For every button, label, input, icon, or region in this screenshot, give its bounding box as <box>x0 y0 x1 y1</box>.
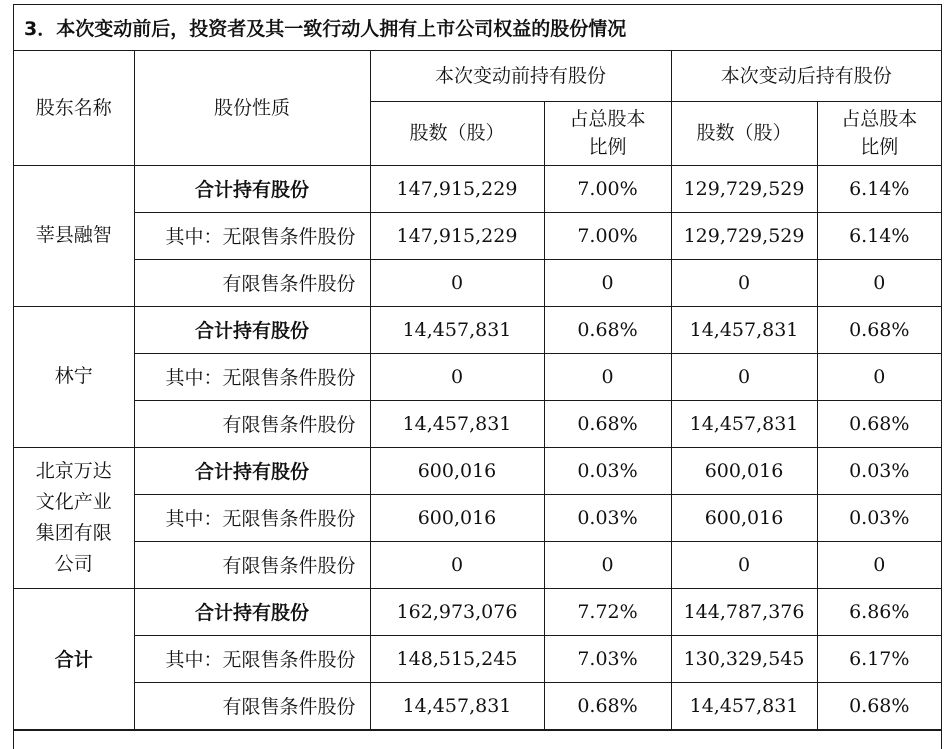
header-before-ratio <box>544 101 671 165</box>
share-nature-cell: 有限售条件股份 <box>134 541 370 588</box>
header-after-ratio-line2: 比例 <box>860 136 899 158</box>
after-ratio-cell: 6.86% <box>817 588 941 635</box>
before-ratio-cell: 7.00% <box>544 212 671 259</box>
before-shares-cell: 0 <box>370 541 544 588</box>
header-before-change: 本次变动前持有股份 <box>370 51 671 101</box>
after-shares-cell: 14,457,831 <box>671 400 817 447</box>
header-holder-name: 股东名称 <box>14 51 134 165</box>
header-after-change: 本次变动后持有股份 <box>671 51 941 101</box>
header-before-ratio-line1: 占总股本 <box>569 108 646 130</box>
after-shares-cell: 0 <box>671 353 817 400</box>
before-ratio-cell: 0.68% <box>544 306 671 353</box>
table-row <box>14 306 941 353</box>
section-title: 3．本次变动前后，投资者及其一致行动人拥有上市公司权益的股份情况 <box>14 5 941 51</box>
share-nature-cell: 有限售条件股份 <box>134 682 370 729</box>
table-row <box>14 494 941 541</box>
before-shares-cell: 147,915,229 <box>370 212 544 259</box>
share-nature-cell: 合计持有股份 <box>134 447 370 494</box>
before-ratio-cell: 7.03% <box>544 635 671 682</box>
header-after-shares: 股数（股） <box>671 101 817 165</box>
share-nature-cell: 合计持有股份 <box>134 588 370 635</box>
after-ratio-cell: 0.03% <box>817 494 941 541</box>
before-shares-cell: 14,457,831 <box>370 682 544 729</box>
before-shares-cell: 600,016 <box>370 494 544 541</box>
share-nature-cell: 合计持有股份 <box>134 306 370 353</box>
after-shares-cell: 129,729,529 <box>671 165 817 212</box>
before-ratio-cell: 0.68% <box>544 682 671 729</box>
after-shares-cell: 14,457,831 <box>671 682 817 729</box>
before-shares-cell: 14,457,831 <box>370 400 544 447</box>
after-ratio-cell: 6.14% <box>817 212 941 259</box>
holder-name-line: 莘县融智 <box>35 224 112 246</box>
table-row <box>14 400 941 447</box>
holder-name-line: 合计 <box>54 649 93 671</box>
table-row <box>14 635 941 682</box>
before-shares-cell: 147,915,229 <box>370 165 544 212</box>
before-shares-cell: 162,973,076 <box>370 588 544 635</box>
after-ratio-cell: 6.17% <box>817 635 941 682</box>
holder-name-cell <box>14 447 134 588</box>
holder-name-cell <box>14 588 134 729</box>
after-ratio-cell: 0 <box>817 259 941 306</box>
table-body <box>14 165 941 729</box>
before-ratio-cell: 0 <box>544 259 671 306</box>
share-nature-cell: 合计持有股份 <box>134 165 370 212</box>
header-share-nature: 股份性质 <box>134 51 370 165</box>
holder-name-line: 文化产业 <box>35 490 112 513</box>
share-nature-cell: 其中：无限售条件股份 <box>134 494 370 541</box>
after-shares-cell: 130,329,545 <box>671 635 817 682</box>
before-ratio-cell: 0.68% <box>544 400 671 447</box>
holder-name-line: 公司 <box>54 552 93 575</box>
table-row <box>14 588 941 635</box>
share-nature-cell: 有限售条件股份 <box>134 259 370 306</box>
share-nature-cell: 有限售条件股份 <box>134 400 370 447</box>
next-section-edge <box>14 730 941 743</box>
holder-name-line: 集团有限 <box>35 521 112 544</box>
after-shares-cell: 144,787,376 <box>671 588 817 635</box>
before-ratio-cell: 0 <box>544 541 671 588</box>
before-ratio-cell: 0 <box>544 353 671 400</box>
after-ratio-cell: 0.68% <box>817 306 941 353</box>
before-ratio-cell: 7.72% <box>544 588 671 635</box>
before-ratio-cell: 7.00% <box>544 165 671 212</box>
share-nature-cell: 其中：无限售条件股份 <box>134 353 370 400</box>
after-ratio-cell: 0.68% <box>817 400 941 447</box>
after-shares-cell: 600,016 <box>671 447 817 494</box>
after-shares-cell: 0 <box>671 541 817 588</box>
holder-name-cell <box>14 306 134 447</box>
before-shares-cell: 14,457,831 <box>370 306 544 353</box>
header-before-shares: 股数（股） <box>370 101 544 165</box>
before-shares-cell: 600,016 <box>370 447 544 494</box>
holder-name-cell <box>14 165 134 306</box>
holder-name-line: 北京万达 <box>35 459 112 482</box>
after-shares-cell: 600,016 <box>671 494 817 541</box>
before-ratio-cell: 0.03% <box>544 494 671 541</box>
table-row <box>14 447 941 494</box>
header-before-ratio-line2: 比例 <box>588 136 627 158</box>
header-after-ratio <box>817 101 941 165</box>
table-row <box>14 165 941 212</box>
after-shares-cell: 129,729,529 <box>671 212 817 259</box>
table-row <box>14 682 941 729</box>
after-ratio-cell: 0.03% <box>817 447 941 494</box>
after-ratio-cell: 0 <box>817 541 941 588</box>
after-ratio-cell: 0.68% <box>817 682 941 729</box>
table-row <box>14 259 941 306</box>
after-shares-cell: 0 <box>671 259 817 306</box>
header-after-ratio-line1: 占总股本 <box>841 108 918 130</box>
after-ratio-cell: 0 <box>817 353 941 400</box>
document-sheet <box>13 4 942 749</box>
after-shares-cell: 14,457,831 <box>671 306 817 353</box>
after-ratio-cell: 6.14% <box>817 165 941 212</box>
before-shares-cell: 148,515,245 <box>370 635 544 682</box>
before-ratio-cell: 0.03% <box>544 447 671 494</box>
table-row <box>14 212 941 259</box>
table-row <box>14 541 941 588</box>
shareholding-table <box>14 51 941 730</box>
holder-name-line: 林宁 <box>54 365 93 387</box>
share-nature-cell: 其中：无限售条件股份 <box>134 212 370 259</box>
before-shares-cell: 0 <box>370 259 544 306</box>
before-shares-cell: 0 <box>370 353 544 400</box>
share-nature-cell: 其中：无限售条件股份 <box>134 635 370 682</box>
table-row <box>14 353 941 400</box>
